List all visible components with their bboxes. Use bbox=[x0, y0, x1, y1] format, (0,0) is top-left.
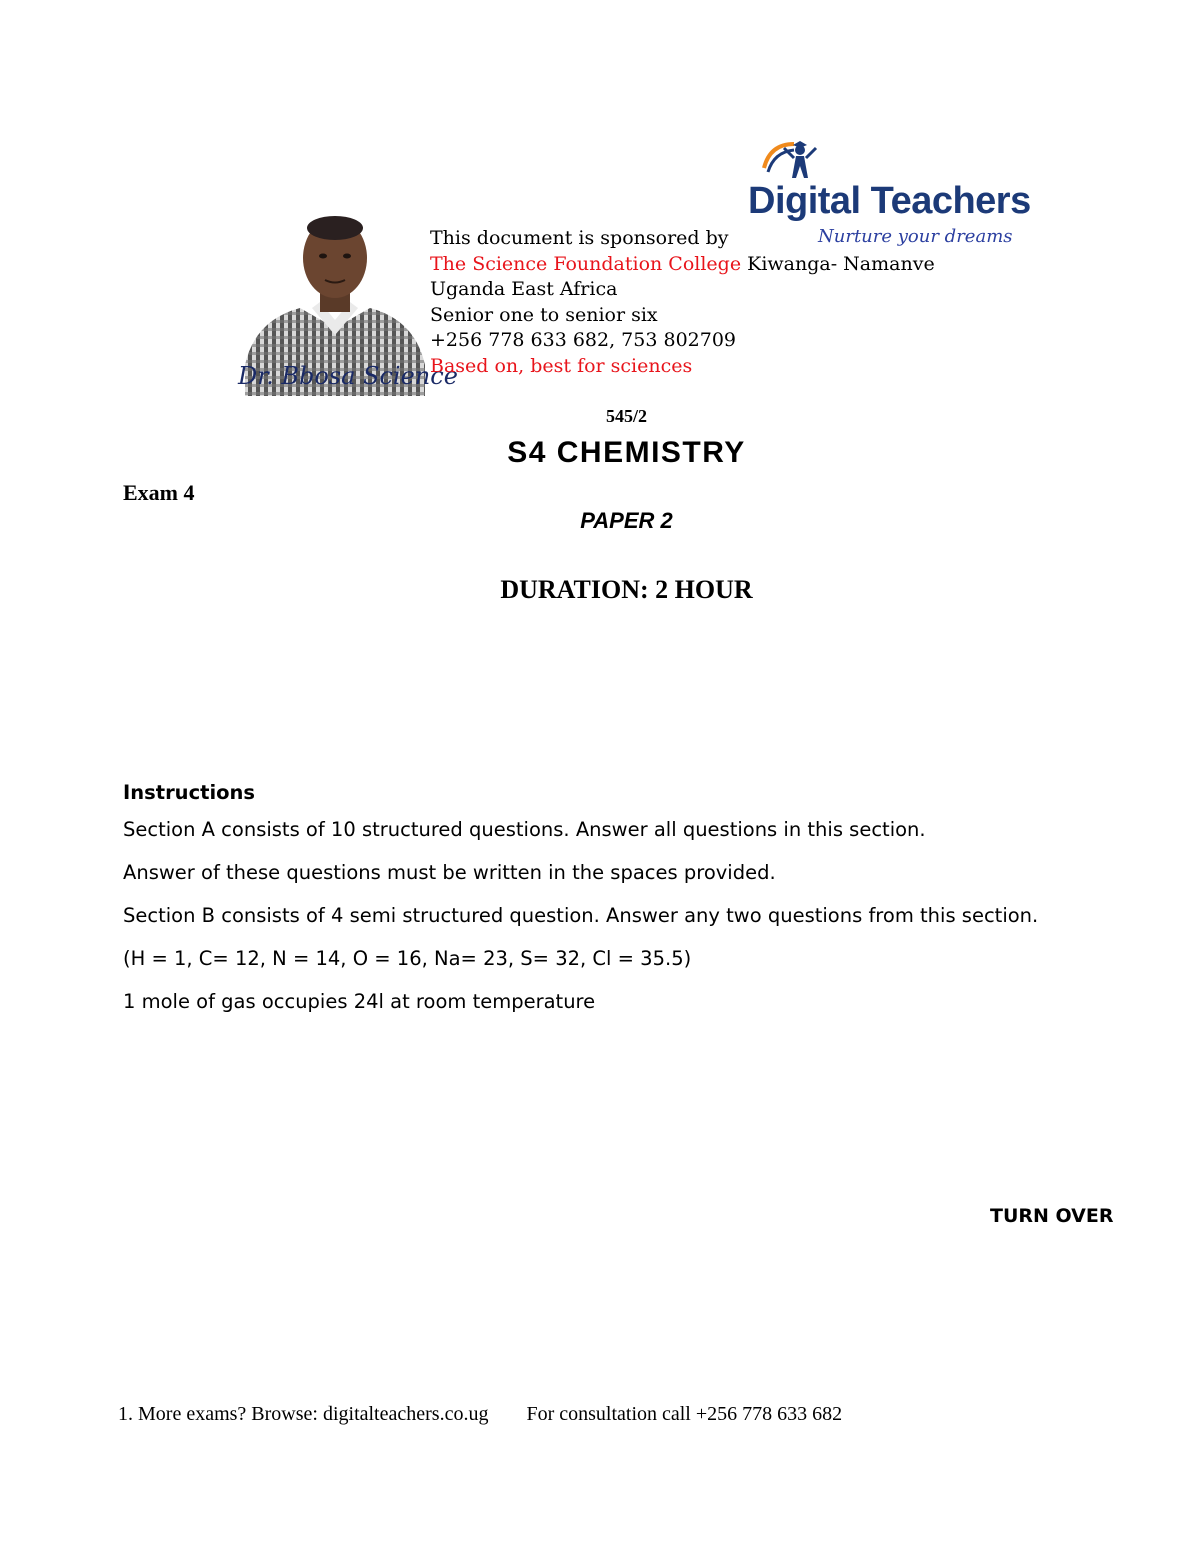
instructions-heading: Instructions bbox=[123, 781, 256, 804]
paper-label: PAPER 2 bbox=[580, 508, 673, 533]
sponsor-motto: Based on, best for sciences bbox=[430, 354, 693, 377]
instruction-line: Answer of these questions must be written in the spaces provided. bbox=[123, 861, 776, 884]
sponsor-college-line bbox=[430, 252, 935, 278]
sponsor-block bbox=[430, 226, 935, 379]
sponsor-line: Uganda East Africa bbox=[430, 278, 618, 300]
photo-caption: Dr. Bbosa Science bbox=[238, 362, 458, 390]
footer-consultation: For consultation call +256 778 633 682 bbox=[526, 1403, 843, 1425]
college-name: The Science Foundation College bbox=[430, 252, 742, 275]
sponsor-line: This document is sponsored by bbox=[430, 227, 729, 249]
exam-label: Exam 4 bbox=[123, 480, 195, 505]
footer-exams-link[interactable]: 1. More exams? Browse: digitalteachers.co.ug bbox=[118, 1403, 489, 1425]
instruction-line: Section B consists of 4 semi structured question. Answer any two questions from this section. bbox=[123, 904, 1039, 927]
sponsor-line: Senior one to senior six bbox=[430, 303, 658, 326]
instruction-line: 1 mole of gas occupies 24l at room temperature bbox=[123, 990, 596, 1013]
duration-label: DURATION: 2 HOUR bbox=[500, 575, 753, 604]
logo-tagline: Nurture your dreams bbox=[818, 226, 1013, 247]
logo-title: Digital Teachers bbox=[748, 180, 1031, 222]
instruction-line: (H = 1, C= 12, N = 14, O = 16, Na= 23, S= 32, Cl = 35.5) bbox=[123, 947, 692, 970]
instruction-line: Section A consists of 10 structured questions. Answer all questions in this section. bbox=[123, 818, 926, 841]
turn-over-label: TURN OVER bbox=[990, 1205, 1114, 1227]
footer bbox=[118, 1403, 842, 1426]
instructions-section bbox=[123, 778, 1038, 1023]
sponsor-phone: +256 778 633 682, 753 802709 bbox=[430, 329, 737, 351]
paper-code: 545/2 bbox=[605, 406, 647, 426]
page-title: S4 CHEMISTRY bbox=[507, 436, 746, 469]
college-location: Kiwanga- Namanve bbox=[741, 252, 935, 275]
